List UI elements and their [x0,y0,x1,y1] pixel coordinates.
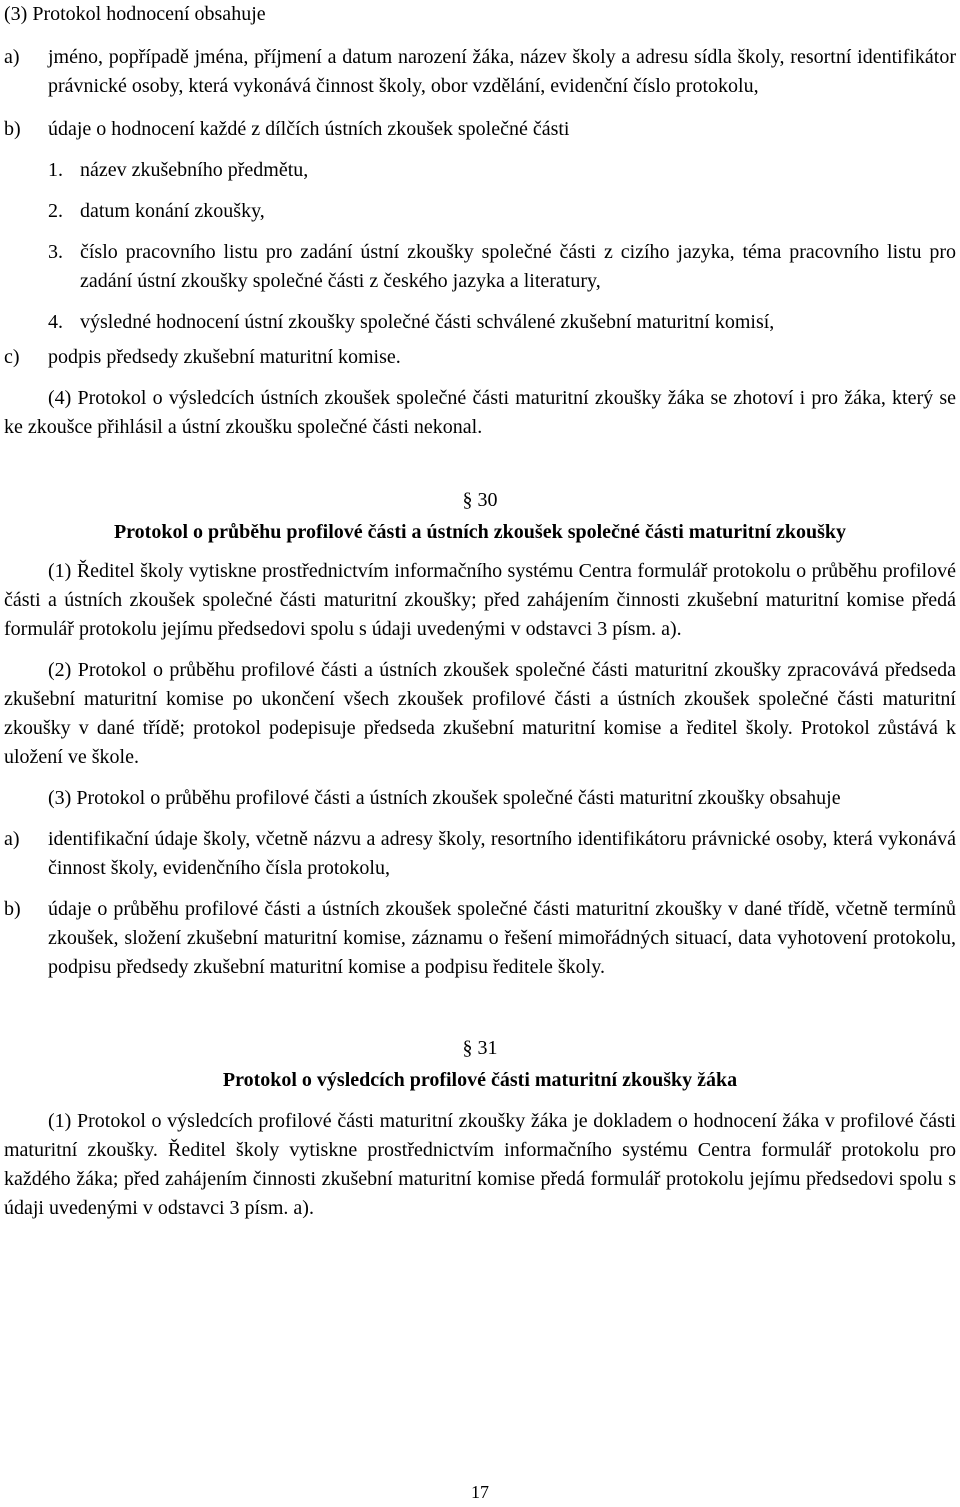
list-item-text: jméno, popřípadě jména, příjmení a datum narození žáka, název školy a adresu sídla školy, resortní identifikátor právnické osoby, která vykonává činnost školy, obor vzdělání, evidenční číslo protokolu, [48,46,956,97]
s29-subitem-2 [4,197,956,226]
s30-list-item-a [4,825,956,883]
s30-paragraph-3-intro: (3) Protokol o průběhu profilové části a ústních zkoušek společné části maturitní zkoušky obsahuje [48,787,841,809]
list-item-text: datum konání zkoušky, [80,200,265,222]
s29-list-item-c [4,343,956,372]
list-marker: a) [4,46,20,68]
list-item-text: identifikační údaje školy, včetně názvu a adresy školy, resortního identifikátoru právnické osoby, která vykonává činnost školy, evidenčního čísla protokolu, [48,828,956,879]
section-31-title: Protokol o výsledcích profilové části maturitní zkoušky žáka [222,1069,738,1091]
list-item-text: výsledné hodnocení ústní zkoušky společné části schválené zkušební maturitní komisí, [80,311,775,333]
list-marker: b) [4,118,21,140]
s29-subitem-1 [4,156,956,185]
s30-paragraph-1: (1) Ředitel školy vytiskne prostřednictvím informačního systému Centra formulář protokolu o průběhu profilové části a ústních zkoušek společné části maturitní zkoušky; před zahájením činnosti zkušební maturitní komise předá formulář protokolu jejímu předsedovi spolu s údaji uvedenými v odstavci 3 písm. a). [4,560,956,640]
s29-subitem-4 [4,308,956,337]
section-30-number: § 30 [462,489,498,511]
document-page [4,0,956,1223]
list-item-text: údaje o hodnocení každé z dílčích ústních zkoušek společné části [48,118,570,140]
s30-list-item-b [4,895,956,982]
s31-paragraph-1: (1) Protokol o výsledcích profilové části maturitní zkoušky žáka je dokladem o hodnocení žáka v profilové části maturitní zkoušky. Ředitel školy vytiskne prostřednictvím informačního systému Centra formulář protokolu pro každého žáka; před zahájením činnosti zkušební maturitní komise předá formulář protokolu jejímu předsedovi spolu s údaji uvedenými v odstavci 3 písm. a). [4,1110,956,1219]
list-item-text: číslo pracovního listu pro zadání ústní zkoušky společné části z cizího jazyka, téma pracovního listu pro zadání ústní zkoušky společné části z českého jazyka a literatury, [80,241,956,292]
s29-paragraph-3-intro: (3) Protokol hodnocení obsahuje [4,3,266,25]
list-marker: a) [4,828,20,850]
list-marker: 1. [48,159,63,181]
list-marker: 4. [48,311,63,333]
list-item-text: podpis předsedy zkušební maturitní komise. [48,346,401,368]
list-marker: 3. [48,241,63,263]
page-number: 17 [471,1482,489,1502]
list-marker: 2. [48,200,63,222]
list-marker: b) [4,898,21,920]
s29-subitem-3 [4,238,956,296]
list-marker: c) [4,346,20,368]
s29-list-item-a [4,43,956,101]
s29-list-item-b [4,115,956,144]
list-item-text: název zkušebního předmětu, [80,159,309,181]
section-30-title: Protokol o průběhu profilové části a ústních zkoušek společné části maturitní zkoušky [113,521,847,543]
list-item-text: údaje o průběhu profilové části a ústních zkoušek společné části maturitní zkoušky v dané třídě, včetně termínů zkoušek, složení zkušební maturitní komise, záznamu o řešení mimořádných situací, data vyhotovení protokolu, podpisu předsedy zkušební maturitní komise a podpisu ředitele školy. [48,898,956,978]
s30-paragraph-2: (2) Protokol o průběhu profilové části a ústních zkoušek společné části maturitní zkoušky zpracovává předseda zkušební maturitní komise po ukončení všech zkoušek profilové části a ústních zkoušek společné části maturitní zkoušky v dané třídě; protokol podepisuje předseda zkušební maturitní komise a ředitel školy. Protokol zůstává k uložení ve škole. [4,659,956,768]
section-31-number: § 31 [462,1037,498,1059]
s29-paragraph-4: (4) Protokol o výsledcích ústních zkoušek společné části maturitní zkoušky žáka se zhotoví i pro žáka, který se ke zkoušce přihlásil a ústní zkoušku společné části nekonal. [4,387,956,438]
